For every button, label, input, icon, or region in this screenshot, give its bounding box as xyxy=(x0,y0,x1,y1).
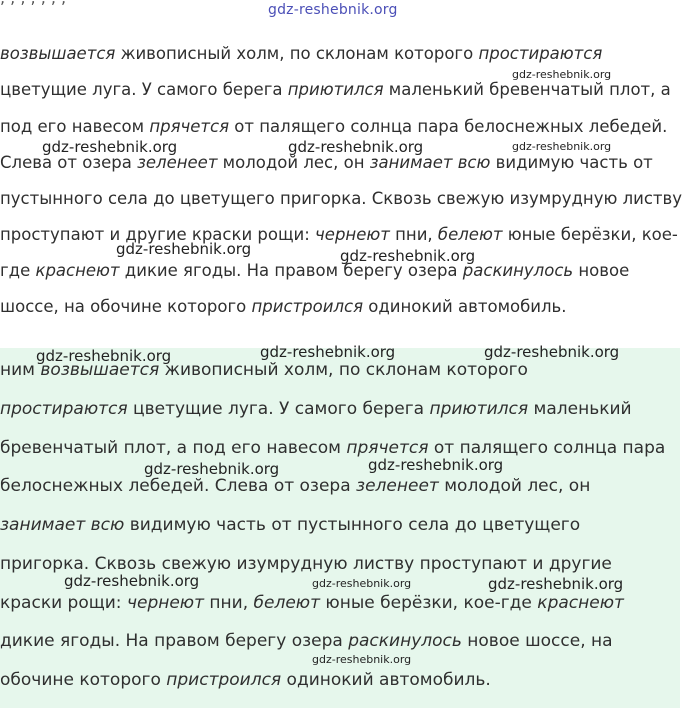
italic-verb: раскинулось xyxy=(462,261,574,280)
watermark: gdz-reshebnik.org xyxy=(312,653,412,666)
italic-verb: белеют xyxy=(253,593,321,613)
italic-verb: белеют xyxy=(437,225,503,244)
watermark: gdz-reshebnik.org xyxy=(36,347,172,365)
header-watermark: gdz-reshebnik.org xyxy=(268,2,398,18)
text-segment: маленький бревенчатый плот, а xyxy=(383,80,671,99)
text-segment: пригорка. Сквозь свежую изумрудную листву проступают и другие xyxy=(0,554,612,574)
watermark: gdz-reshebnik.org xyxy=(288,138,424,156)
text-line xyxy=(0,44,602,64)
watermark: gdz-reshebnik.org xyxy=(512,68,612,81)
text-line xyxy=(0,153,653,173)
text-line xyxy=(0,399,632,419)
text-segment: юные берёзки, кое-где xyxy=(320,593,538,613)
text-segment: одинокий автомобиль. xyxy=(281,670,491,690)
italic-verb: краснеют xyxy=(537,593,624,613)
italic-verb: зеленеет xyxy=(356,476,439,496)
text-segment: дикие ягоды. На правом берегу озера xyxy=(119,261,463,280)
text-line xyxy=(0,438,665,458)
original-text-block xyxy=(0,0,680,348)
watermark: gdz-reshebnik.org xyxy=(512,140,612,153)
italic-verb: краснеют xyxy=(35,261,120,280)
italic-verb: пристроился xyxy=(166,670,282,690)
text-segment: пни, xyxy=(204,593,254,613)
text-segment: молодой лес, он xyxy=(217,153,370,172)
watermark: gdz-reshebnik.org xyxy=(64,572,200,590)
text-line xyxy=(0,554,612,574)
italic-verb: простираются xyxy=(478,44,603,63)
text-segment: ним xyxy=(0,360,41,380)
text-segment: пустынного села до цветущего пригорка. Сквозь свежую изумрудную листву xyxy=(0,189,682,208)
text-line xyxy=(0,117,667,137)
text-segment: бревенчатый плот, а под его навесом xyxy=(0,438,347,458)
text-segment: обочине которого xyxy=(0,670,167,690)
watermark: gdz-reshebnik.org xyxy=(368,456,504,474)
text-segment: под его навесом xyxy=(0,117,150,136)
watermark: gdz-reshebnik.org xyxy=(484,343,620,361)
watermark: gdz-reshebnik.org xyxy=(116,240,252,258)
text-segment: проступают и другие краски рощи: xyxy=(0,225,316,244)
watermark: gdz-reshebnik.org xyxy=(488,575,624,593)
italic-verb: раскинулось xyxy=(348,631,462,651)
watermark: gdz-reshebnik.org xyxy=(144,460,280,478)
text-line xyxy=(0,515,580,535)
italic-verb: приютился xyxy=(429,399,529,419)
text-segment: новое шоссе, на xyxy=(461,631,613,651)
italic-verb: простираются xyxy=(0,399,128,419)
text-line xyxy=(0,670,491,690)
text-segment: шоссе, на обочине которого xyxy=(0,297,252,316)
italic-verb: занимает всю xyxy=(369,153,491,172)
text-line xyxy=(0,297,567,317)
italic-verb: приютился xyxy=(287,80,384,99)
text-segment: краски рощи: xyxy=(0,593,127,613)
text-segment: дикие ягоды. На правом берегу озера xyxy=(0,631,349,651)
italic-verb: прячется xyxy=(346,438,429,458)
italic-verb: чернеют xyxy=(315,225,390,244)
text-segment: живописный холм, по склонам которого xyxy=(115,44,479,63)
text-segment: цветущие луга. У самого берега xyxy=(127,399,430,419)
text-line xyxy=(0,80,671,100)
text-segment: цветущие луга. У самого берега xyxy=(0,80,288,99)
text-segment: пни, xyxy=(389,225,438,244)
text-segment: одинокий автомобиль. xyxy=(363,297,567,316)
text-segment: белоснежных лебедей. Слева от озера xyxy=(0,476,357,496)
text-segment: новое xyxy=(573,261,630,280)
text-line xyxy=(0,631,613,651)
italic-verb: пристроился xyxy=(251,297,364,316)
text-line xyxy=(0,189,682,209)
italic-verb: возвышается xyxy=(0,44,116,63)
text-line xyxy=(0,476,590,496)
watermark: gdz-reshebnik.org xyxy=(42,138,178,156)
italic-verb: занимает всю xyxy=(0,515,125,535)
watermark: gdz-reshebnik.org xyxy=(340,247,476,265)
italic-verb: возвышается xyxy=(40,360,160,380)
text-segment: где xyxy=(0,261,36,280)
italic-verb: чернеют xyxy=(126,593,205,613)
text-segment: молодой лес, он xyxy=(438,476,591,496)
watermark: gdz-reshebnik.org xyxy=(260,343,396,361)
text-segment: живописный холм, по склонам которого xyxy=(159,360,528,380)
text-segment: от палящего солнца пара белоснежных лебедей. xyxy=(229,117,668,136)
text-segment: видимую часть от пустынного села до цветущего xyxy=(124,515,581,535)
text-segment: юные берёзки, кое- xyxy=(502,225,678,244)
watermark: gdz-reshebnik.org xyxy=(312,577,412,590)
text-line xyxy=(0,261,629,281)
italic-verb: зеленеет xyxy=(137,153,218,172)
text-segment: от палящего солнца пара xyxy=(428,438,666,458)
text-line xyxy=(0,593,624,613)
text-segment: видимую часть от xyxy=(490,153,653,172)
text-segment: маленький xyxy=(528,399,632,419)
italic-verb: прячется xyxy=(149,117,230,136)
text-line xyxy=(0,225,678,245)
text-segment: Слева от озера xyxy=(0,153,138,172)
